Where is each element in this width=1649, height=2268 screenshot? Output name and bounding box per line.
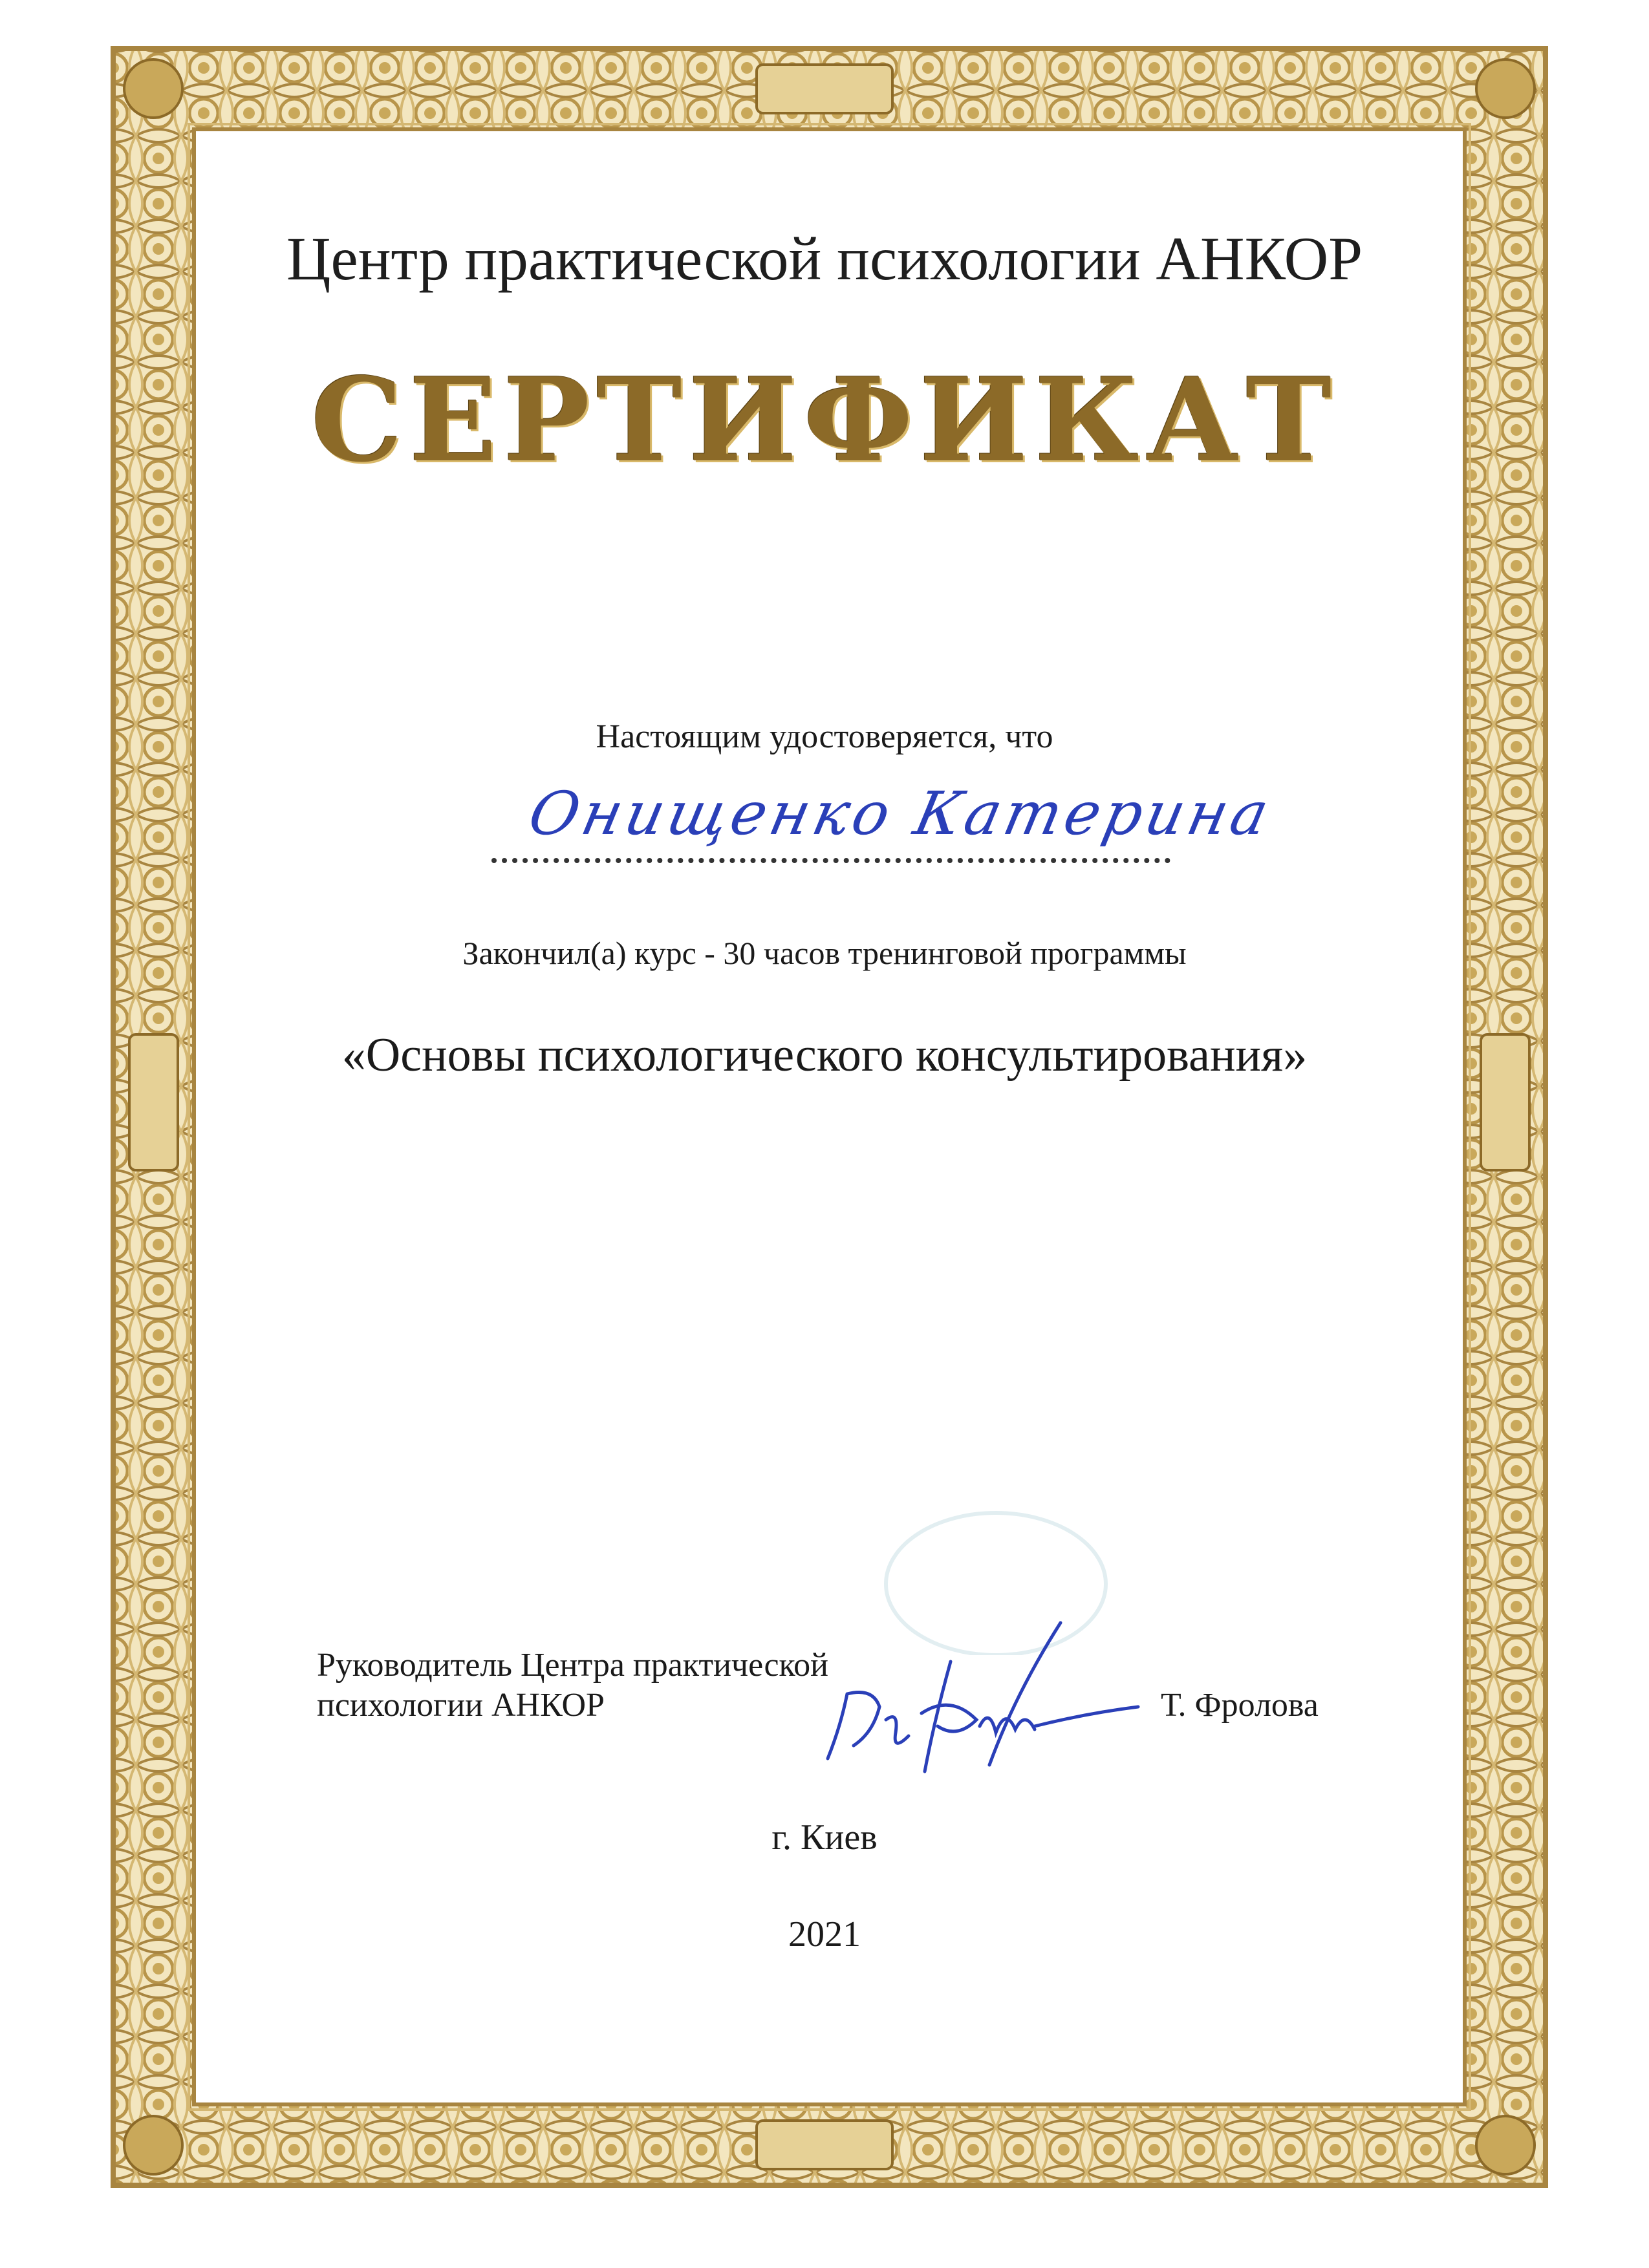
signatory-name: Т. Фролова	[1161, 1687, 1319, 1724]
course-line: Закончил(а) курс - 30 часов тренинговой программы	[462, 935, 1187, 971]
signatory-role	[317, 1645, 828, 1726]
organization-title: Центр практической психологии АНКОР	[286, 224, 1363, 293]
intro-text: Настоящим удостоверяется, что	[596, 718, 1053, 755]
certificate-heading: СЕРТИФИКАТ	[310, 352, 1339, 487]
signatory-role-line2: психологии АНКОР	[317, 1687, 605, 1724]
handwritten-signature	[802, 1597, 1151, 1784]
city: г. Киев	[771, 1817, 878, 1857]
program-name: «Основы психологического консультирования»	[341, 1029, 1308, 1082]
dotted-line	[491, 858, 1170, 863]
signatory-role-line1: Руководитель Центра практической	[317, 1647, 828, 1684]
year: 2021	[788, 1914, 861, 1954]
recipient-name: Онищенко Катерина	[523, 779, 1278, 848]
recipient-name-field	[491, 779, 1278, 863]
